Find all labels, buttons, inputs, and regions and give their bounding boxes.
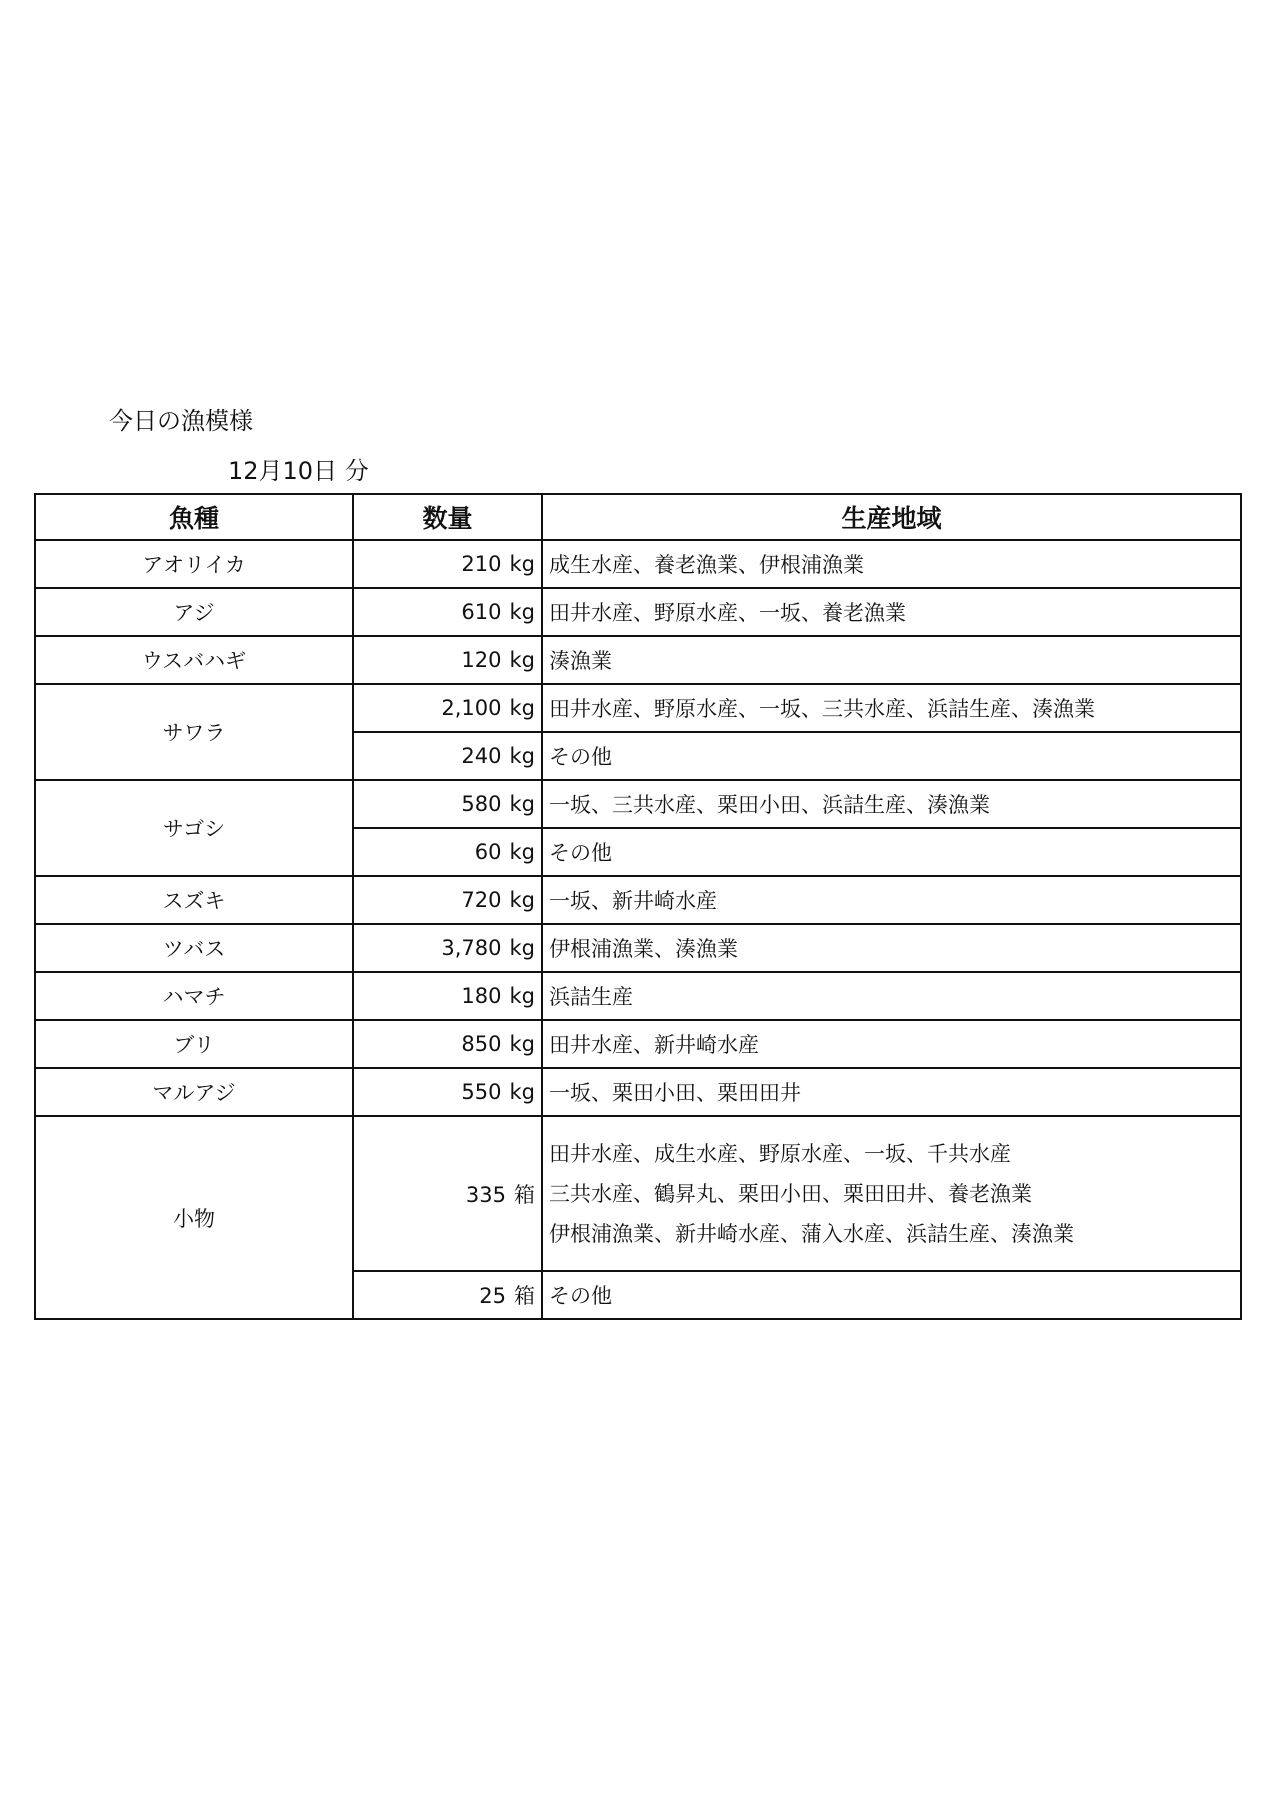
quantity-cell	[353, 1068, 542, 1116]
fish-name-cell: アジ	[35, 588, 353, 636]
origin-line: 田井水産、野原水産、一坂、三共水産、浜詰生産、湊漁業	[549, 697, 1095, 721]
quantity-value: 240	[461, 744, 502, 768]
table-header-row	[35, 494, 1241, 540]
quantity-unit: kg	[509, 888, 535, 912]
origin-cell	[542, 924, 1241, 972]
quantity-value: 120	[461, 648, 502, 672]
table-row	[35, 972, 1241, 1020]
quantity-value: 210	[461, 552, 502, 576]
table-row	[35, 1068, 1241, 1116]
fish-name-cell: ウスバハギ	[35, 636, 353, 684]
origin-line: 一坂、三共水産、栗田小田、浜詰生産、湊漁業	[549, 793, 990, 817]
table-row	[35, 876, 1241, 924]
table-row	[35, 636, 1241, 684]
quantity-cell	[353, 684, 542, 732]
quantity-value: 60	[474, 840, 502, 864]
header-quantity: 数量	[353, 494, 542, 540]
catch-table	[34, 493, 1242, 1320]
quantity-unit: 箱	[514, 1284, 535, 1308]
table-row	[35, 540, 1241, 588]
header-fish-type: 魚種	[35, 494, 353, 540]
quantity-value: 580	[461, 792, 502, 816]
header-origin: 生産地域	[542, 494, 1241, 540]
origin-line: その他	[549, 1284, 612, 1308]
origin-cell	[542, 1116, 1241, 1271]
origin-line: 田井水産、新井崎水産	[549, 1033, 759, 1057]
origin-line: 湊漁業	[549, 649, 612, 673]
quantity-value: 2,100	[441, 696, 502, 720]
table-row	[35, 924, 1241, 972]
quantity-cell	[353, 780, 542, 828]
quantity-value: 850	[461, 1032, 502, 1056]
origin-line: その他	[549, 745, 612, 769]
origin-cell	[542, 828, 1241, 876]
origin-line: 成生水産、養老漁業、伊根浦漁業	[549, 553, 864, 577]
quantity-value: 550	[461, 1080, 502, 1104]
quantity-value: 25	[479, 1284, 506, 1308]
quantity-unit: kg	[509, 1032, 535, 1056]
table-row	[35, 588, 1241, 636]
fish-name-cell: マルアジ	[35, 1068, 353, 1116]
fish-name-cell: ハマチ	[35, 972, 353, 1020]
quantity-value: 720	[461, 888, 502, 912]
origin-line: 一坂、栗田小田、栗田田井	[549, 1081, 801, 1105]
page-title: 今日の漁模様	[109, 407, 253, 435]
origin-cell	[542, 540, 1241, 588]
origin-cell	[542, 1068, 1241, 1116]
quantity-unit: kg	[509, 600, 535, 624]
table-row	[35, 780, 1241, 828]
quantity-unit: kg	[509, 984, 535, 1008]
origin-line: 一坂、新井崎水産	[549, 889, 717, 913]
quantity-cell	[353, 588, 542, 636]
fish-name-cell: 小物	[35, 1116, 353, 1319]
quantity-unit: kg	[509, 648, 535, 672]
fish-name-cell: ツバス	[35, 924, 353, 972]
table-row	[35, 1116, 1241, 1271]
origin-cell	[542, 876, 1241, 924]
quantity-unit: kg	[509, 1080, 535, 1104]
origin-cell	[542, 780, 1241, 828]
origin-line: 田井水産、野原水産、一坂、養老漁業	[549, 601, 906, 625]
fish-name-cell: ブリ	[35, 1020, 353, 1068]
origin-line: 伊根浦漁業、湊漁業	[549, 937, 738, 961]
quantity-cell	[353, 636, 542, 684]
quantity-value: 335	[465, 1182, 506, 1207]
origin-cell	[542, 1271, 1241, 1319]
quantity-cell	[353, 1020, 542, 1068]
origin-cell	[542, 1020, 1241, 1068]
origin-line: 三共水産、鶴昇丸、栗田小田、栗田田井、養老漁業	[549, 1181, 1032, 1206]
quantity-cell	[353, 972, 542, 1020]
fish-name-cell: サゴシ	[35, 780, 353, 876]
fish-name-cell: アオリイカ	[35, 540, 353, 588]
origin-cell	[542, 732, 1241, 780]
quantity-value: 180	[461, 984, 502, 1008]
quantity-value: 3,780	[441, 936, 502, 960]
quantity-unit: kg	[509, 792, 535, 816]
quantity-cell	[353, 1271, 542, 1319]
quantity-cell	[353, 924, 542, 972]
origin-line: その他	[549, 841, 612, 865]
fish-name-cell: サワラ	[35, 684, 353, 780]
quantity-cell	[353, 876, 542, 924]
quantity-cell	[353, 540, 542, 588]
origin-cell	[542, 684, 1241, 732]
table-row	[35, 1020, 1241, 1068]
origin-line: 浜詰生産	[549, 985, 633, 1009]
origin-cell	[542, 972, 1241, 1020]
table-body	[35, 540, 1241, 1319]
table-row	[35, 684, 1241, 732]
quantity-cell	[353, 1116, 542, 1271]
quantity-unit: kg	[509, 936, 535, 960]
quantity-unit: 箱	[514, 1182, 535, 1207]
origin-line: 伊根浦漁業、新井崎水産、蒲入水産、浜詰生産、湊漁業	[549, 1221, 1074, 1246]
quantity-unit: kg	[509, 552, 535, 576]
quantity-unit: kg	[509, 840, 535, 864]
quantity-cell	[353, 732, 542, 780]
quantity-value: 610	[461, 600, 502, 624]
origin-line: 田井水産、成生水産、野原水産、一坂、千共水産	[549, 1141, 1011, 1166]
quantity-cell	[353, 828, 542, 876]
origin-cell	[542, 588, 1241, 636]
quantity-unit: kg	[509, 696, 535, 720]
quantity-unit: kg	[509, 744, 535, 768]
date-label: 12月10日 分	[228, 457, 369, 485]
fish-name-cell: スズキ	[35, 876, 353, 924]
origin-cell	[542, 636, 1241, 684]
